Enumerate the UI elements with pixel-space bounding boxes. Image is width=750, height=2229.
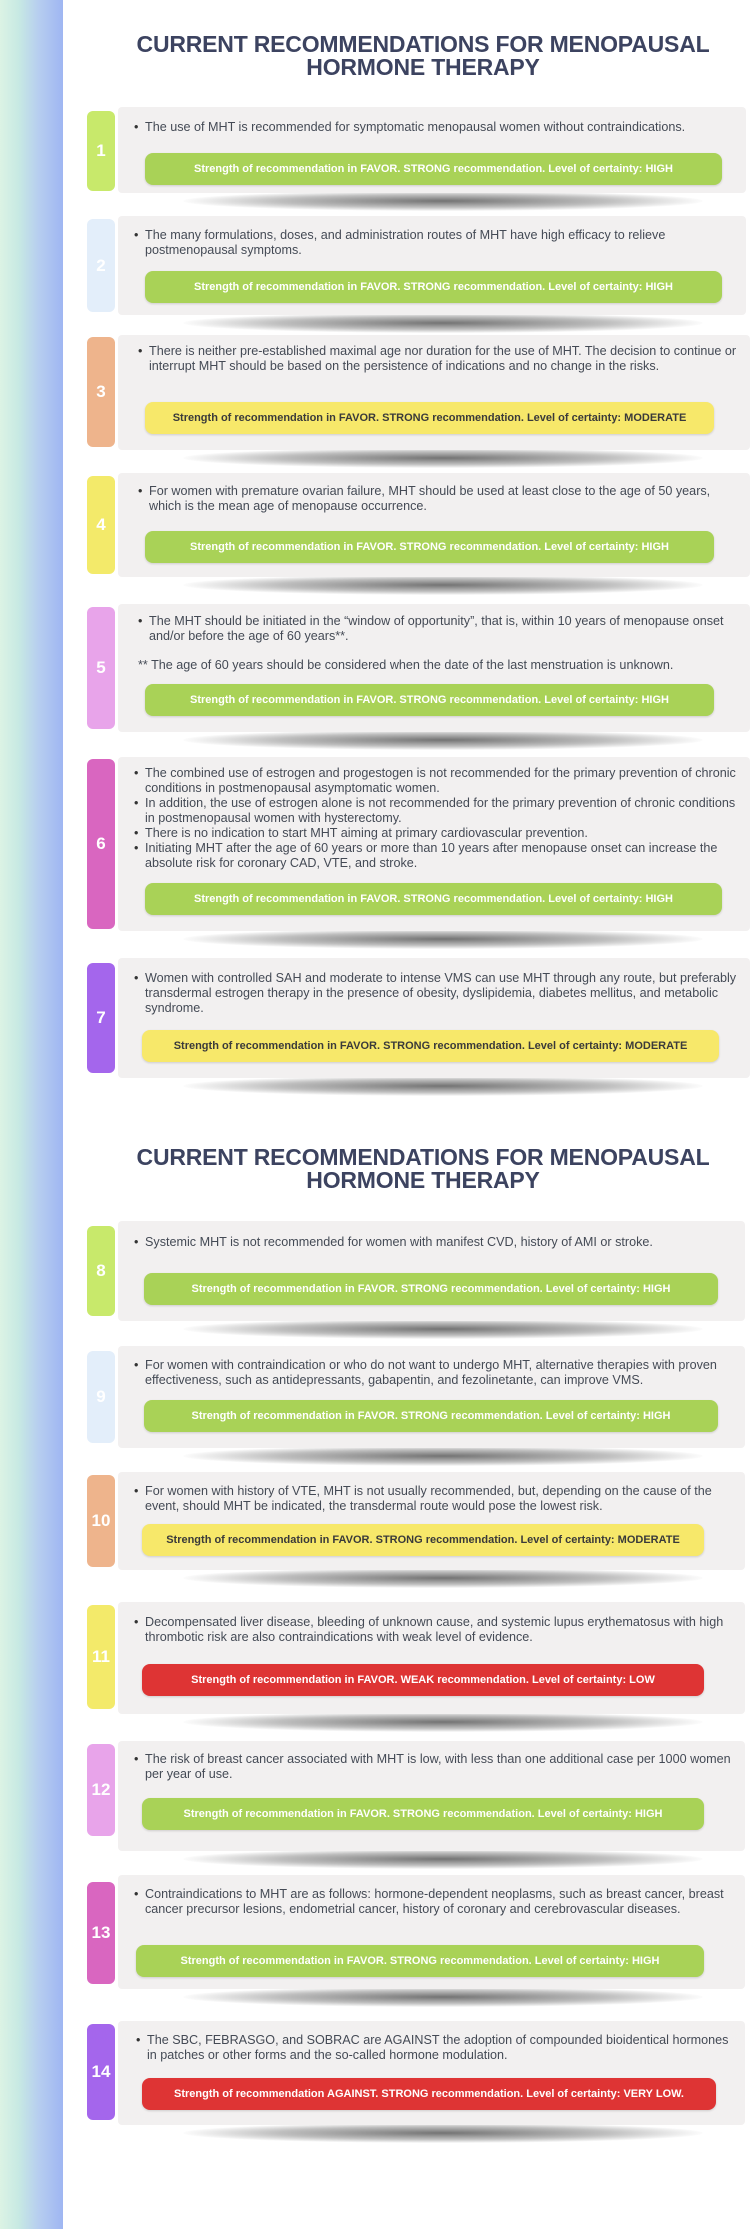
recommendation-card-5 <box>63 604 750 732</box>
strength-of-recommendation-badge: Strength of recommendation in FAVOR. STRONG recommendation. Level of certainty: HIGH <box>145 271 722 303</box>
bullet-item: • Contraindications to MHT are as follows: hormone-dependent neoplasms, such as breast cancer, breast cancer precursor lesions, endometrial cancer, history of coronary and cerebrovascular diseases. <box>134 1887 738 1917</box>
recommendation-number-badge: 11 <box>87 1605 115 1709</box>
bullet-item: • The use of MHT is recommended for symptomatic menopausal women without contraindications. <box>134 120 734 135</box>
recommendation-text <box>134 766 738 871</box>
recommendation-text <box>138 614 738 644</box>
recommendation-text <box>134 120 734 135</box>
strength-of-recommendation-badge: Strength of recommendation in FAVOR. STRONG recommendation. Level of certainty: MODERATE <box>142 1030 719 1062</box>
recommendation-text <box>134 1887 738 1917</box>
recommendation-text <box>134 1615 734 1645</box>
bullet-item: • There is no indication to start MHT aiming at primary cardiovascular prevention. <box>134 826 738 841</box>
strength-of-recommendation-badge: Strength of recommendation in FAVOR. STRONG recommendation. Level of certainty: MODERATE <box>145 402 714 434</box>
strength-of-recommendation-badge: Strength of recommendation in FAVOR. STRONG recommendation. Level of certainty: HIGH <box>136 1945 704 1977</box>
card-shadow <box>183 1849 703 1869</box>
decorative-side-gradient <box>0 0 63 2229</box>
card-shadow <box>183 1446 703 1466</box>
strength-of-recommendation-badge: Strength of recommendation in FAVOR. WEAK recommendation. Level of certainty: LOW <box>142 1664 704 1696</box>
recommendation-number-badge: 12 <box>87 1744 115 1836</box>
bullet-item: • Systemic MHT is not recommended for women with manifest CVD, history of AMI or stroke. <box>134 1235 734 1250</box>
recommendation-card-4 <box>63 473 750 577</box>
card-shadow <box>183 313 703 333</box>
recommendation-text <box>134 228 734 258</box>
recommendation-number-badge: 6 <box>87 759 115 929</box>
recommendation-number-badge: 9 <box>87 1351 115 1443</box>
bullet-item: • Decompensated liver disease, bleeding of unknown cause, and systemic lupus erythematosus with high thrombotic risk are also contraindications with weak level of evidence. <box>134 1615 734 1645</box>
recommendation-card-3 <box>63 335 750 450</box>
section-title: CURRENT RECOMMENDATIONS FOR MENOPAUSAL HORMONE THERAPY <box>136 31 710 80</box>
bullet-item: • The many formulations, doses, and administration routes of MHT have high efficacy to relieve postmenopausal symptoms. <box>134 228 734 258</box>
recommendation-text <box>136 2033 736 2063</box>
card-shadow <box>183 730 703 750</box>
recommendation-text <box>134 1484 734 1514</box>
recommendation-card-13 <box>63 1875 745 1989</box>
recommendations-section-1 <box>63 0 750 1110</box>
recommendation-card-8 <box>63 1221 745 1321</box>
strength-of-recommendation-badge: Strength of recommendation in FAVOR. STRONG recommendation. Level of certainty: HIGH <box>145 684 714 716</box>
bullet-item: • For women with premature ovarian failure, MHT should be used at least close to the age of 50 years, which is the mean age of menopause occurrence. <box>138 484 738 514</box>
recommendation-text <box>138 484 738 514</box>
recommendation-card-1 <box>63 107 746 193</box>
recommendation-number-badge: 8 <box>87 1226 115 1316</box>
strength-of-recommendation-badge: Strength of recommendation in FAVOR. STRONG recommendation. Level of certainty: HIGH <box>145 883 722 915</box>
recommendation-number-badge: 14 <box>87 2024 115 2120</box>
card-shadow <box>183 1319 703 1339</box>
recommendation-number-badge: 10 <box>87 1475 115 1567</box>
strength-of-recommendation-badge: Strength of recommendation in FAVOR. STRONG recommendation. Level of certainty: HIGH <box>142 1798 704 1830</box>
recommendation-text <box>134 971 738 1016</box>
strength-of-recommendation-badge: Strength of recommendation in FAVOR. STRONG recommendation. Level of certainty: HIGH <box>144 1400 718 1432</box>
card-shadow <box>183 1987 703 2007</box>
strength-of-recommendation-badge: Strength of recommendation AGAINST. STRONG recommendation. Level of certainty: VERY LOW. <box>142 2078 716 2110</box>
recommendation-card-7 <box>63 958 750 1078</box>
recommendations-section-2 <box>63 1110 750 2229</box>
section-title: CURRENT RECOMMENDATIONS FOR MENOPAUSAL HORMONE THERAPY <box>136 1144 710 1193</box>
card-shadow <box>183 1712 703 1732</box>
bullet-item: • For women with contraindication or who do not want to undergo MHT, alternative therapies with proven effectiveness, such as antidepressants, gabapentin, and fezolinetante, can improve VMS. <box>134 1358 734 1388</box>
recommendation-card-6 <box>63 757 750 931</box>
strength-of-recommendation-badge: Strength of recommendation in FAVOR. STRONG recommendation. Level of certainty: MODERATE <box>142 1524 704 1556</box>
bullet-item: • Initiating MHT after the age of 60 years or more than 10 years after menopause onset can increase the absolute risk for coronary CAD, VTE, and stroke. <box>134 841 738 871</box>
card-shadow <box>183 191 703 211</box>
recommendation-text <box>138 344 738 374</box>
recommendation-number-badge: 2 <box>87 219 115 312</box>
bullet-item: • There is neither pre-established maximal age nor duration for the use of MHT. The decision to continue or interrupt MHT should be based on the persistence of indications and no change in the risks. <box>138 344 738 374</box>
strength-of-recommendation-badge: Strength of recommendation in FAVOR. STRONG recommendation. Level of certainty: HIGH <box>145 531 714 563</box>
recommendation-text <box>134 1752 734 1782</box>
bullet-item: • For women with history of VTE, MHT is not usually recommended, but, depending on the cause of the event, should MHT be indicated, the transdermal route would pose the lowest risk. <box>134 1484 734 1514</box>
recommendation-text <box>134 1235 734 1250</box>
strength-of-recommendation-badge: Strength of recommendation in FAVOR. STRONG recommendation. Level of certainty: HIGH <box>145 153 722 185</box>
bullet-item: • The combined use of estrogen and progestogen is not recommended for the primary prevention of chronic conditions in postmenopausal asymptomatic women. <box>134 766 738 796</box>
strength-of-recommendation-badge: Strength of recommendation in FAVOR. STRONG recommendation. Level of certainty: HIGH <box>144 1273 718 1305</box>
card-shadow <box>183 448 703 468</box>
footnote: ** The age of 60 years should be considered when the date of the last menstruation is unknown. <box>138 658 674 672</box>
recommendation-number-badge: 13 <box>87 1882 115 1984</box>
recommendation-number-badge: 4 <box>87 476 115 574</box>
bullet-item: • In addition, the use of estrogen alone is not recommended for the primary prevention of chronic conditions in postmenopausal women with hysterectomy. <box>134 796 738 826</box>
recommendation-number-badge: 5 <box>87 607 115 729</box>
bullet-item: • Women with controlled SAH and moderate to intense VMS can use MHT through any route, but preferably transdermal estrogen therapy in the presence of obesity, dyslipidemia, diabetes mellitus, and metabolic syndrome. <box>134 971 738 1016</box>
card-shadow <box>183 2123 703 2143</box>
bullet-item: • The risk of breast cancer associated with MHT is low, with less than one additional case per 1000 women per year of use. <box>134 1752 734 1782</box>
recommendation-card-11 <box>63 1602 745 1714</box>
recommendation-number-badge: 3 <box>87 337 115 447</box>
bullet-item: • The SBC, FEBRASGO, and SOBRAC are AGAINST the adoption of compounded bioidentical hormones in patches or other forms and the so-called hormone modulation. <box>136 2033 736 2063</box>
recommendation-card-10 <box>63 1472 745 1570</box>
recommendation-card-12 <box>63 1741 745 1851</box>
recommendation-card-14 <box>63 2021 745 2125</box>
recommendation-card-2 <box>63 216 746 315</box>
recommendation-card-9 <box>63 1346 745 1448</box>
card-shadow <box>183 1568 703 1588</box>
bullet-item: • The MHT should be initiated in the “window of opportunity”, that is, within 10 years of menopause onset and/or before the age of 60 years**. <box>138 614 738 644</box>
recommendation-text <box>134 1358 734 1388</box>
recommendation-number-badge: 7 <box>87 963 115 1073</box>
recommendation-number-badge: 1 <box>87 111 115 191</box>
card-shadow <box>183 929 703 949</box>
card-shadow <box>183 1076 703 1096</box>
card-shadow <box>183 575 703 595</box>
